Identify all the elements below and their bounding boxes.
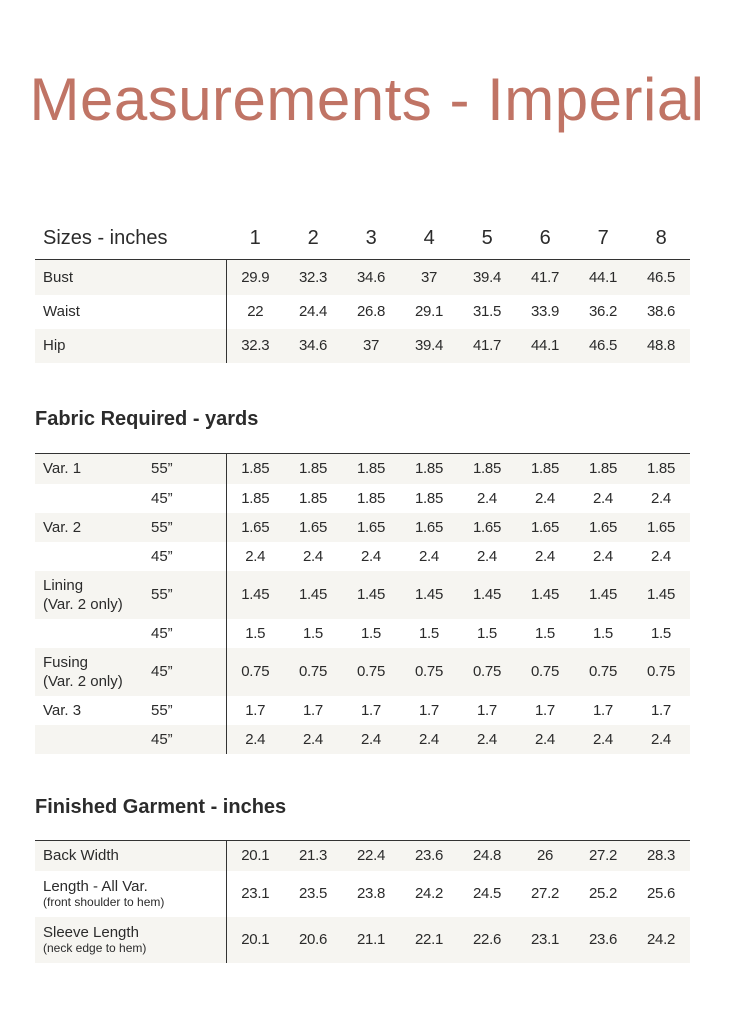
table-row xyxy=(35,696,690,725)
table-cell: 1.85 xyxy=(299,460,327,478)
table-cell: 2.4 xyxy=(477,547,497,565)
table-cell: 21.1 xyxy=(357,931,385,948)
size-header: 5 xyxy=(481,226,493,249)
row-label xyxy=(35,454,151,484)
row-label-line: Length - All Var. xyxy=(43,878,148,895)
table-cell: 1.45 xyxy=(299,586,327,603)
table-row xyxy=(35,295,690,329)
table-cell: 23.5 xyxy=(299,885,327,902)
table-cell: 29.1 xyxy=(415,303,443,320)
table-cell: 23.8 xyxy=(357,885,385,902)
table-cell: 1.65 xyxy=(647,518,675,536)
table-cell: 1.45 xyxy=(415,586,443,603)
table-cell: 2.4 xyxy=(361,547,381,565)
table-cell: 38.6 xyxy=(647,303,675,320)
table-row xyxy=(35,648,690,696)
fabric-width: 45” xyxy=(151,648,226,696)
row-label-line: (Var. 2 only) xyxy=(43,595,123,613)
garment-table xyxy=(35,840,690,963)
table-cell: 1.45 xyxy=(357,586,385,603)
table-cell: 1.5 xyxy=(535,624,555,642)
table-cell: 1.5 xyxy=(419,624,439,642)
row-label-line: Var. 2 xyxy=(43,518,82,536)
fabric-width: 45” xyxy=(151,619,226,648)
table-cell: 1.5 xyxy=(361,624,381,642)
table-cell: 0.75 xyxy=(415,663,443,680)
row-label: Bust xyxy=(35,260,226,295)
table-cell: 26 xyxy=(536,847,554,865)
table-cell: 0.75 xyxy=(589,663,617,680)
table-cell: 31.5 xyxy=(473,303,501,320)
table-cell: 1.65 xyxy=(299,518,327,536)
table-row xyxy=(35,619,690,648)
table-cell: 37 xyxy=(362,337,380,354)
table-cell: 1.45 xyxy=(531,586,559,603)
table-cell: 1.85 xyxy=(357,460,385,478)
table-cell: 0.75 xyxy=(531,663,559,680)
table-cell: 2.4 xyxy=(651,489,671,507)
table-cell: 24.2 xyxy=(647,931,675,948)
table-cell: 1.7 xyxy=(303,701,323,719)
table-cell: 27.2 xyxy=(531,885,559,902)
table-cell: 1.45 xyxy=(647,586,675,603)
row-label: Hip xyxy=(35,329,226,363)
table-cell: 24.4 xyxy=(299,303,327,320)
table-cell: 22.1 xyxy=(415,931,443,948)
table-cell: 44.1 xyxy=(589,268,617,286)
size-header: 3 xyxy=(365,226,377,249)
table-cell: 2.4 xyxy=(419,547,439,565)
table-cell: 2.4 xyxy=(593,730,613,748)
table-cell: 1.65 xyxy=(589,518,617,536)
table-cell: 22.6 xyxy=(473,931,501,948)
table-cell: 39.4 xyxy=(473,268,501,286)
table-cell: 25.2 xyxy=(589,885,617,902)
size-header: 8 xyxy=(655,226,667,249)
table-cell: 0.75 xyxy=(357,663,385,680)
table-cell: 20.1 xyxy=(241,931,270,948)
table-cell: 22 xyxy=(247,303,264,320)
table-cell: 0.75 xyxy=(473,663,501,680)
table-cell: 34.6 xyxy=(357,268,385,286)
table-cell: 2.4 xyxy=(245,547,266,565)
row-label-line: Fusing xyxy=(43,653,89,671)
table-cell: 1.85 xyxy=(589,460,617,478)
table-cell: 2.4 xyxy=(245,730,266,748)
row-label-line: Lining xyxy=(43,576,84,594)
table-row xyxy=(35,841,690,871)
table-cell: 1.7 xyxy=(535,701,555,719)
size-header: 4 xyxy=(423,226,435,249)
table-cell: 1.5 xyxy=(651,624,671,642)
table-cell: 1.85 xyxy=(531,460,559,478)
table-cell: 2.4 xyxy=(651,547,671,565)
table-cell: 1.85 xyxy=(415,489,443,507)
table-cell: 1.85 xyxy=(647,460,675,478)
table-cell: 1.85 xyxy=(299,489,327,507)
size-header: 6 xyxy=(539,226,551,249)
table-cell: 2.4 xyxy=(303,730,323,748)
table-cell: 1.85 xyxy=(241,489,270,507)
table-cell: 1.85 xyxy=(357,489,385,507)
table-cell: 39.4 xyxy=(415,337,443,354)
table-cell: 34.6 xyxy=(299,337,327,354)
row-label xyxy=(35,841,226,871)
table-cell: 1.65 xyxy=(473,518,501,536)
table-cell: 20.6 xyxy=(299,931,327,948)
fabric-width: 45” xyxy=(151,542,226,571)
table-cell: 32.3 xyxy=(299,268,327,286)
table-cell: 32.3 xyxy=(241,337,270,354)
garment-heading: Finished Garment - inches xyxy=(35,796,287,818)
table-cell: 1.65 xyxy=(357,518,385,536)
table-cell: 2.4 xyxy=(477,730,497,748)
table-cell: 29.9 xyxy=(241,268,270,286)
table-cell: 1.45 xyxy=(241,586,270,603)
row-label-line: Var. 1 xyxy=(43,460,82,478)
fabric-table xyxy=(35,453,690,754)
table-cell: 1.85 xyxy=(473,460,501,478)
table-cell: 2.4 xyxy=(535,730,555,748)
table-cell: 23.6 xyxy=(415,847,443,865)
size-header: 1 xyxy=(249,226,261,249)
fabric-width: 55” xyxy=(151,696,226,725)
table-cell: 2.4 xyxy=(477,489,497,507)
row-note: (front shoulder to hem) xyxy=(43,895,165,909)
table-row xyxy=(35,329,690,363)
row-label: Waist xyxy=(35,295,226,329)
table-cell: 23.1 xyxy=(531,931,559,948)
row-label xyxy=(35,513,151,542)
table-row xyxy=(35,871,690,917)
table-cell: 0.75 xyxy=(241,663,270,680)
row-label xyxy=(35,917,226,963)
table-cell: 1.65 xyxy=(531,518,559,536)
table-cell: 1.7 xyxy=(245,701,266,719)
fabric-width: 55” xyxy=(151,571,226,619)
table-row xyxy=(35,260,690,295)
table-cell: 23.6 xyxy=(589,931,617,948)
fabric-width: 55” xyxy=(151,513,226,542)
size-header: 2 xyxy=(307,226,319,249)
table-cell: 44.1 xyxy=(531,337,559,354)
table-cell: 1.7 xyxy=(593,701,613,719)
table-row xyxy=(35,484,690,513)
table-cell: 1.5 xyxy=(477,624,497,642)
row-note: (neck edge to hem) xyxy=(43,941,147,955)
table-cell: 20.1 xyxy=(241,847,270,865)
table-row xyxy=(35,454,690,484)
sizes-header-row xyxy=(35,217,690,260)
table-cell: 1.7 xyxy=(651,701,671,719)
page-title: Measurements - Imperial xyxy=(29,66,705,133)
table-cell: 2.4 xyxy=(303,547,323,565)
table-cell: 26.8 xyxy=(357,303,385,320)
table-cell: 1.5 xyxy=(593,624,613,642)
table-cell: 24.5 xyxy=(473,885,501,902)
table-cell: 2.4 xyxy=(535,489,555,507)
row-label xyxy=(35,871,226,917)
table-cell: 21.3 xyxy=(299,847,327,865)
table-cell: 2.4 xyxy=(535,547,555,565)
table-cell: 28.3 xyxy=(647,847,675,865)
table-cell: 2.4 xyxy=(419,730,439,748)
row-label xyxy=(35,542,151,571)
table-cell: 1.85 xyxy=(415,460,443,478)
fabric-width: 55” xyxy=(151,454,226,484)
table-cell: 1.45 xyxy=(473,586,501,603)
fabric-width: 45” xyxy=(151,725,226,754)
table-row xyxy=(35,917,690,963)
table-cell: 2.4 xyxy=(361,730,381,748)
table-cell: 41.7 xyxy=(473,337,501,354)
size-header: 7 xyxy=(597,226,609,249)
table-cell: 22.4 xyxy=(357,847,385,865)
table-cell: 1.5 xyxy=(245,624,266,642)
table-cell: 27.2 xyxy=(589,847,617,865)
table-cell: 36.2 xyxy=(589,303,617,320)
fabric-heading: Fabric Required - yards xyxy=(35,408,259,430)
table-cell: 48.8 xyxy=(647,337,675,354)
table-cell: 0.75 xyxy=(299,663,327,680)
table-row xyxy=(35,513,690,542)
table-cell: 2.4 xyxy=(593,547,613,565)
fabric-width: 45” xyxy=(151,484,226,513)
table-cell: 46.5 xyxy=(647,268,675,286)
table-cell: 1.7 xyxy=(477,701,497,719)
row-label xyxy=(35,648,151,696)
table-cell: 1.65 xyxy=(241,518,270,536)
row-label xyxy=(35,484,151,513)
row-label xyxy=(35,725,151,754)
table-cell: 2.4 xyxy=(593,489,613,507)
table-cell: 46.5 xyxy=(589,337,617,354)
table-row xyxy=(35,571,690,619)
row-label-line: Back Width xyxy=(43,847,119,865)
table-cell: 1.85 xyxy=(241,460,270,478)
table-cell: 2.4 xyxy=(651,730,671,748)
table-cell: 24.8 xyxy=(473,847,501,865)
table-cell: 1.7 xyxy=(419,701,439,719)
table-cell: 37 xyxy=(420,268,438,286)
table-cell: 1.5 xyxy=(303,624,323,642)
table-cell: 0.75 xyxy=(647,663,675,680)
table-cell: 41.7 xyxy=(531,268,559,286)
table-row xyxy=(35,542,690,571)
table-row xyxy=(35,725,690,754)
sizes-header-label: Sizes - inches xyxy=(43,226,168,249)
row-label-line: Var. 3 xyxy=(43,701,82,719)
sizes-table xyxy=(35,217,690,363)
table-cell: 23.1 xyxy=(241,885,270,902)
table-cell: 1.7 xyxy=(361,701,381,719)
row-label xyxy=(35,619,151,648)
table-cell: 33.9 xyxy=(531,303,559,320)
row-label-line: (Var. 2 only) xyxy=(43,672,123,690)
row-label xyxy=(35,696,151,725)
table-cell: 25.6 xyxy=(647,885,675,902)
table-cell: 1.65 xyxy=(415,518,443,536)
table-cell: 24.2 xyxy=(415,885,443,902)
row-label xyxy=(35,571,151,619)
table-cell: 1.45 xyxy=(589,586,617,603)
row-label-line: Sleeve Length xyxy=(43,924,139,941)
